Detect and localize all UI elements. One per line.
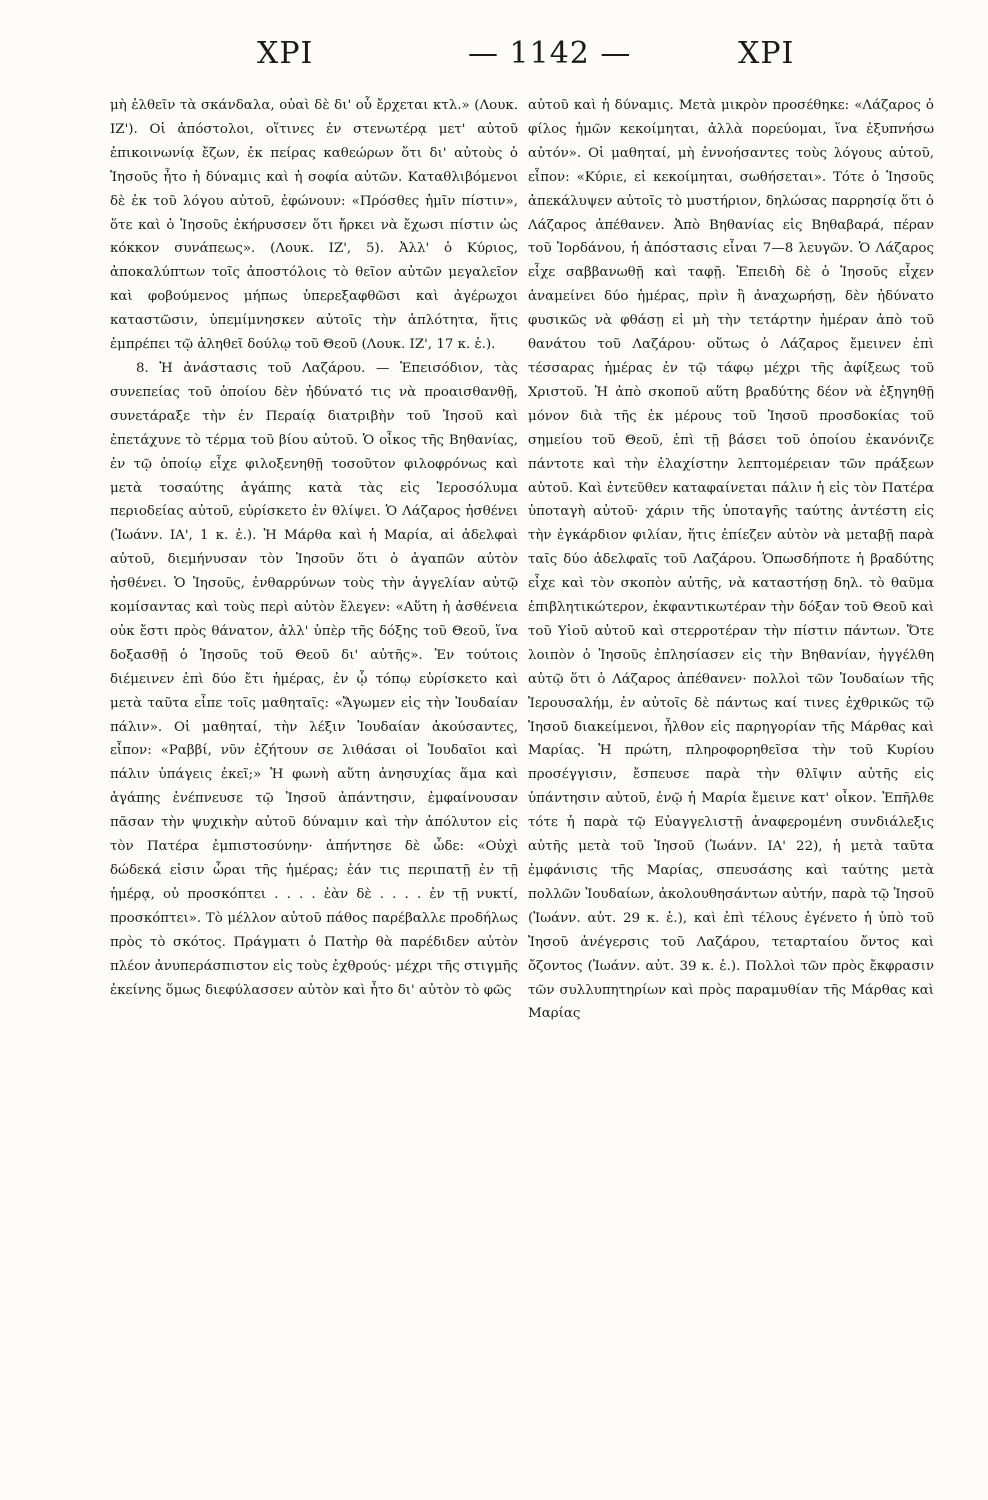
left-paragraph-2: 8. Ἡ ἀνάστασις τοῦ Λαζάρου. — Ἐπεισόδιον, τὰς συνεπείας τοῦ ὁποίου δὲν ἠδύνατό τις νὰ προαισθανθῇ, συνετάραξε τὴν ἐν Περαίᾳ διατριβὴν τοῦ Ἰησοῦ καὶ ἐπετάχυνε τὸ τέρμα τοῦ βίου αὐτοῦ. Ὁ οἶκος τῆς Βηθανίας, ἐν τῷ ὁποίῳ εἶχε φιλοξενηθῇ τοσοῦτον φιλοφρόνως καὶ μετὰ τοσαύτης ἀγάπης κατὰ τὰς εἰς Ἱεροσόλυμα περιοδείας αὐτοῦ, εὑρίσκετο ἐν θλίψει. Ὁ Λάζαρος ἠσθένει (Ἰωάνν. ΙΑ', 1 κ. ἑ.). Ἡ Μάρθα καὶ ἡ Μαρία, αἱ ἀδελφαὶ αὐτοῦ, διεμήνυσαν τὸν Ἰησοῦν ὅτι ὁ ἀγαπῶν αὐτὸν ἠσθένει. Ὁ Ἰησοῦς, ἐνθαρρύνων τοὺς τὴν ἀγγελίαν αὐτῷ κομίσαντας καὶ τοὺς περὶ αὐτὸν ἔλεγεν: «Αὕτη ἡ ἀσθένεια οὐκ ἔστι πρὸς θάνατον, ἀλλ' ὑπὲρ τῆς δόξης τοῦ Θεοῦ, ἵνα δοξασθῇ ὁ Ἰησοῦς τοῦ Θεοῦ δι' αὐτῆς». Ἐν τούτοις διέμεινεν ἐπὶ δύο ἔτι ἡμέρας, ἐν ᾧ τόπῳ εὑρίσκετο καὶ μετὰ ταῦτα εἶπε τοῖς μαθηταῖς: «Ἄγωμεν εἰς τὴν Ἰουδαίαν πάλιν». Οἱ μαθηταί, τὴν λέξιν Ἰουδαίαν ἀκούσαντες, εἶπον: «Ραββί, νῦν ἐζήτουν σε λιθάσαι οἱ Ἰουδαῖοι καὶ πάλιν ὑπάγεις ἐκεῖ;» Ἡ φωνὴ αὕτη ἀνησυχίας ἅμα καὶ ἀγάπης ἐνέπνευσε τῷ Ἰησοῦ ἀπάντησιν, ἐμφαίνουσαν πᾶσαν τὴν ψυχικὴν αὐτοῦ δύναμιν καὶ τὴν ἀπόλυτον εἰς τὸν Πατέρα ἐμπιστοσύνην· ἀπήντησε δὲ ὧδε: «Οὐχὶ δώδεκά εἰσιν ὧραι τῆς ἡμέρας; ἐάν τις περιπατῇ ἐν τῇ ἡμέρᾳ, οὐ προσκόπτει . . . . ἐὰν δὲ . . . . ἐν τῇ νυκτί, προσκόπτει». Τὸ μέλλον αὐτοῦ πάθος παρέβαλλε προδήλως πρὸς τὸ σκότος. Πράγματι ὁ Πατὴρ θὰ παρέδιδεν αὐτὸν πλέον ἀνυπεράσπιστον εἰς τοὺς ἐχθρούς· μέχρι τῆς στιγμῆς ἐκείνης ὅμως διεφύλασσεν αὐτὸν καὶ ἦτο δι' αὐτὸν τὸ φῶς <box>110 360 518 998</box>
left-paragraph-1: μὴ ἐλθεῖν τὰ σκάνδαλα, οὐαὶ δὲ δι' οὗ ἔρχεται κτλ.» (Λουκ. ΙΖ'). Οἱ ἀπόστολοι, οἵτινες ἐν στενωτέρᾳ μετ' αὐτοῦ ἐπικοινωνίᾳ ἔζων, ἐκ πείρας καθεώρων ὅτι δι' αὐτοὺς ὁ Ἰησοῦς ἦτο ἡ δύναμις καὶ ἡ σοφία αὐτῶν. Καταθλιβόμενοι δὲ ἐκ τοῦ λόγου αὐτοῦ, ἐφώνουν: «Πρόσθες ἡμῖν πίστιν», ὅτε καὶ ὁ Ἰησοῦς ἐκήρυσσεν ὅτι ἤρκει νὰ ἔχωσι πίστιν ὡς κόκκον συνάπεως». (Λουκ. ΙΖ', 5). Ἀλλ' ὁ Κύριος, ἀποκαλύπτων τοῖς ἀποστόλοις τὸ θεῖον αὐτῶν μεγαλεῖον καὶ φοβούμενος μήπως ὑπερεξαφθῶσι καὶ ἀγέρωχοι καταστῶσιν, ὑπεμίμνησκεν αὐτοῖς τὴν ἁπλότητα, ἥτις ἐμπρέπει τῷ ἀληθεῖ δούλῳ τοῦ Θεοῦ (Λουκ. ΙΖ', 17 κ. ἑ.). <box>110 98 518 353</box>
right-paragraph-1: αὐτοῦ καὶ ἡ δύναμις. Μετὰ μικρὸν προσέθηκε: «Λάζαρος ὁ φίλος ἡμῶν κεκοίμηται, ἀλλὰ πορεύομαι, ἵνα ἐξυπνήσω αὐτόν». Οἱ μαθηταί, μὴ ἐννοήσαντες τοὺς λόγους αὐτοῦ, εἶπον: «Κύριε, εἰ κεκοίμηται, σωθήσεται». Τότε ὁ Ἰησοῦς ἀπεκάλυψεν αὐτοῖς τὸ μυστήριον, δηλώσας παρρησίᾳ ὅτι ὁ Λάζαρος ἀπέθανεν. Ἀπὸ Βηθανίας εἰς Βηθαβαρά, πέραν τοῦ Ἰορδάνου, ἡ ἀπόστασις εἶναι 7—8 λευγῶν. Ὁ Λάζαρος εἶχε σαββανωθῇ καὶ ταφῇ. Ἐπειδὴ δὲ ὁ Ἰησοῦς εἶχεν ἀναμείνει δύο ἡμέρας, πρὶν ἢ ἀναχωρήσῃ, δὲν ἠδύνατο φυσικῶς νὰ φθάσῃ εἰ μὴ τὴν τετάρτην ἡμέραν ἀπὸ τοῦ θανάτου τοῦ Λαζάρου· οὕτως ὁ Λάζαρος ἔμεινεν ἐπὶ τέσσαρας ἡμέρας ἐν τῷ τάφῳ μέχρι τῆς ἀφίξεως τοῦ Χριστοῦ. Ἡ ἀπὸ σκοποῦ αὕτη βραδύτης δέον νὰ ἐξηγηθῇ μόνον διὰ τῆς ἐκ μέρους τοῦ Ἰησοῦ προσδοκίας τοῦ σημείου τοῦ Θεοῦ, ἐπὶ τῇ βάσει τοῦ ὁποίου ἐκανόνιζε πάντοτε καὶ τὴν ἐλαχίστην λεπτομέρειαν τῶν πράξεων αὐτοῦ. Καὶ ἐντεῦθεν καταφαίνεται πάλιν ἡ εἰς τὸν Πατέρα ὑποταγὴ αὐτοῦ· χάριν τῆς ὑποταγῆς ταύτης ἀντέστη εἰς τὴν ἐγκάρδιον φιλίαν, ἥτις ἐπίεζεν αὐτὸν νὰ μεταβῇ παρὰ ταῖς δύο ἀδελφαῖς τοῦ Λαζάρου. Ὁπωσδήποτε ἡ βραδύτης εἶχε καὶ τὸν σκοπὸν αὐτῆς, νὰ καταστήσῃ δηλ. τὸ θαῦμα ἐπιβλητικώτερον, ἐκφαντικωτέραν τὴν δόξαν τοῦ Θεοῦ καὶ τοῦ Υἱοῦ αὐτοῦ καὶ στερροτέραν τὴν πίστιν πάντων. Ὅτε λοιπὸν ὁ Ἰησοῦς ἐπλησίασεν εἰς τὴν Βηθανίαν, ἠγγέλθη αὐτῷ ὅτι ὁ Λάζαρος ἀπέθανεν· πολλοὶ τῶν Ἰουδαίων τῆς Ἱερουσαλήμ, ἐν αὐτοῖς δὲ πάντως καί τινες ἐχθρικῶς τῷ Ἰησοῦ διακείμενοι, ἦλθον εἰς παρηγορίαν τῆς Μάρθας καὶ Μαρίας. Ἡ πρώτη, πληροφορηθεῖσα τὴν τοῦ Κυρίου προσέγγισιν, ἔσπευσε παρὰ τὴν θλῖψιν αὐτῆς εἰς ὑπάντησιν αὐτοῦ, ἐνῷ ἡ Μαρία ἔμεινε κατ' οἶκον. Ἐπῆλθε τότε ἡ παρὰ τῷ Εὐαγγελιστῇ ἀναφερομένη συνδιάλεξις αὐτῆς μετὰ τοῦ Ἰησοῦ (Ἰωάνν. ΙΑ' 22), ἡ μετὰ ταῦτα ἐμφάνισις τῆς Μαρίας, σπευσάσης καὶ ταύτης μετὰ πολλῶν Ἰουδαίων, ἀκολουθησάντων αὐτήν, παρὰ τῷ Ἰησοῦ (Ἰωάνν. αὐτ. 29 κ. ἑ.), καὶ ἐπὶ τέλους ἐγένετο ἡ ὑπὸ τοῦ Ἰησοῦ ἀνέγερσις τοῦ Λαζάρου, τεταρταίου ὄντος καὶ ὄζοντος (Ἰωάνν. αὐτ. 39 κ. ἑ.). Πολλοὶ τῶν πρὸς ἔκφρασιν τῶν συλλυπητηρίων καὶ πρὸς παραμυθίαν τῆς Μάρθας καὶ Μαρίας <box>528 98 934 1022</box>
running-head-right: ΧΡΙ <box>738 36 795 71</box>
page-number: — 1142 — <box>468 36 632 71</box>
right-column <box>528 94 934 1434</box>
page-header <box>0 36 988 86</box>
left-column <box>110 94 518 1434</box>
running-head-left: ΧΡΙ <box>257 36 314 71</box>
